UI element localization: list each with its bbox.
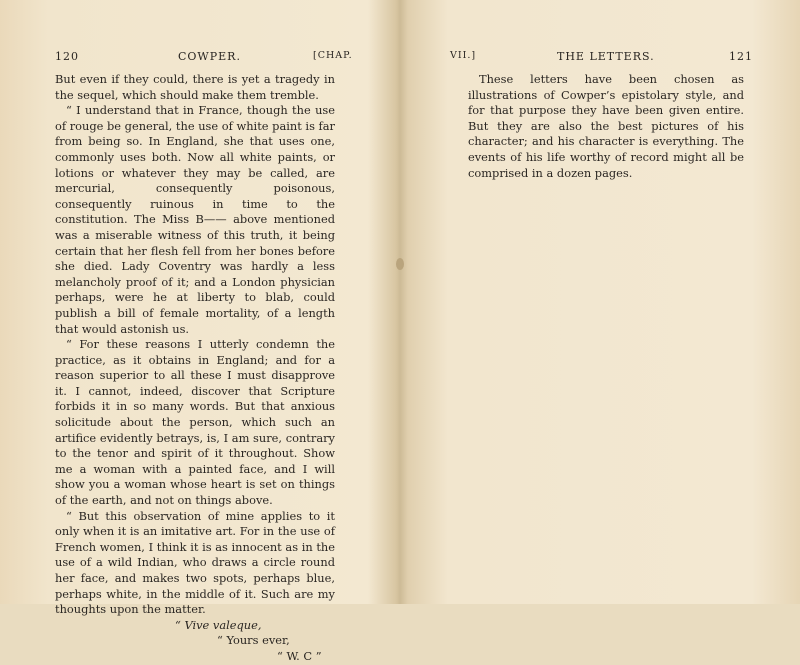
- left-page-number: 120: [55, 50, 79, 63]
- left-chapter-tag: [CHAP.: [313, 50, 353, 61]
- left-page: [0, 0, 398, 663]
- left-body-text: [55, 72, 335, 665]
- paragraph: “ But this observation of mine applies to it only when it is an imitative art. For in the use of French women, I think it is as innocent as in the use of a wild Indian, who draws a circle round her face, and makes two spots, perhaps blue, perhaps white, in the middle of it. Such are my thoughts upon the matter.: [55, 508, 335, 617]
- paragraph: “ I understand that in France, though the use of rouge be general, the use of white paint is far from being so. In England, she that uses one, commonly uses both. Now all white paints, or lotions or whatever they may be called, are mercurial, consequently poisonous, consequently ruinous in time to the constitution. The Miss B—— above mentioned was a miserable witness of this truth, it being certain that her flesh fell from her bones before she died. Lady Coventry was hardly a less melancholy proof of it; and a London physician perhaps, were he at liberty to blab, could publish a bill of female mortality, of a length that would astonish us.: [55, 103, 335, 336]
- right-page: [402, 0, 800, 604]
- paragraph: “ For these reasons I utterly condemn the practice, as it obtains in England; and for a reason superior to all these I must disapprove it. I cannot, indeed, discover that Scripture forbids it in so many words. But that anxious solicitude about the person, which such an artifice evidently betrays, is, I am sure, contrary to the tenor and spirit of it throughout. Show me a woman with a painted face, and I will show you a woman whose heart is set on things of the earth, and not on things above.: [55, 337, 335, 508]
- right-body-text: [468, 72, 744, 181]
- right-running-title: THE LETTERS.: [557, 50, 655, 63]
- right-page-number: 121: [729, 50, 753, 63]
- closing-valediction: “ Vive valeque,: [175, 617, 262, 632]
- left-running-title: COWPER.: [178, 50, 241, 63]
- closing-signature: “ W. C ”: [277, 648, 322, 663]
- closing-yours: “ Yours ever,: [217, 633, 290, 648]
- right-chapter-tag: VII.]: [450, 50, 477, 61]
- paragraph: These letters have been chosen as illustrations of Cowper’s epistolary style, and for that purpose they have been given entire. But they are also the best pictures of his character; and his character is everything. The events of his life worthy of record might all be comprised in a dozen pages.: [468, 72, 744, 180]
- paragraph: But even if they could, there is yet a tragedy in the sequel, which should make them tremble.: [55, 72, 335, 102]
